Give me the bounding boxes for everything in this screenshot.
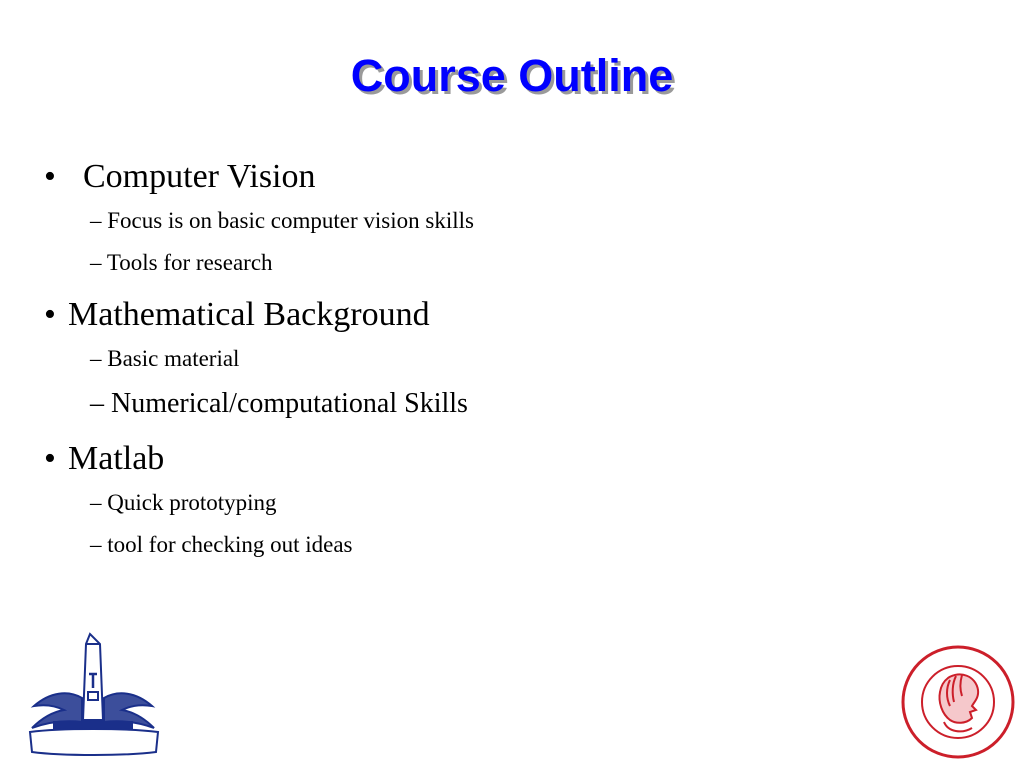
- outline-item-label: Matlab: [68, 440, 165, 477]
- outline-item-label: Mathematical Background: [68, 296, 430, 333]
- outline-subitem: – Basic material: [90, 346, 240, 371]
- bullet: •: [44, 296, 56, 333]
- outline-item-label: Computer Vision: [83, 158, 316, 195]
- outline-subitem: – Focus is on basic computer vision skills: [90, 208, 474, 233]
- slide-title: Course Outline: [350, 50, 674, 101]
- outline-subitem: – tool for checking out ideas: [90, 532, 353, 557]
- bullet: •: [44, 158, 56, 195]
- ain-shams-university-seal-icon: [20, 628, 170, 762]
- university-of-louisville-seal-icon: [900, 644, 1016, 760]
- outline-subitem: – Tools for research: [90, 250, 273, 275]
- outline-subitem: – Quick prototyping: [90, 490, 277, 515]
- bullet: •: [44, 440, 56, 477]
- outline-item-mathematical-background: [44, 292, 944, 338]
- course-outline-list: [44, 154, 944, 566]
- outline-item-computer-vision: [44, 154, 944, 200]
- outline-item-matlab: [44, 436, 944, 482]
- outline-subitem: – Numerical/computational Skills: [90, 388, 468, 419]
